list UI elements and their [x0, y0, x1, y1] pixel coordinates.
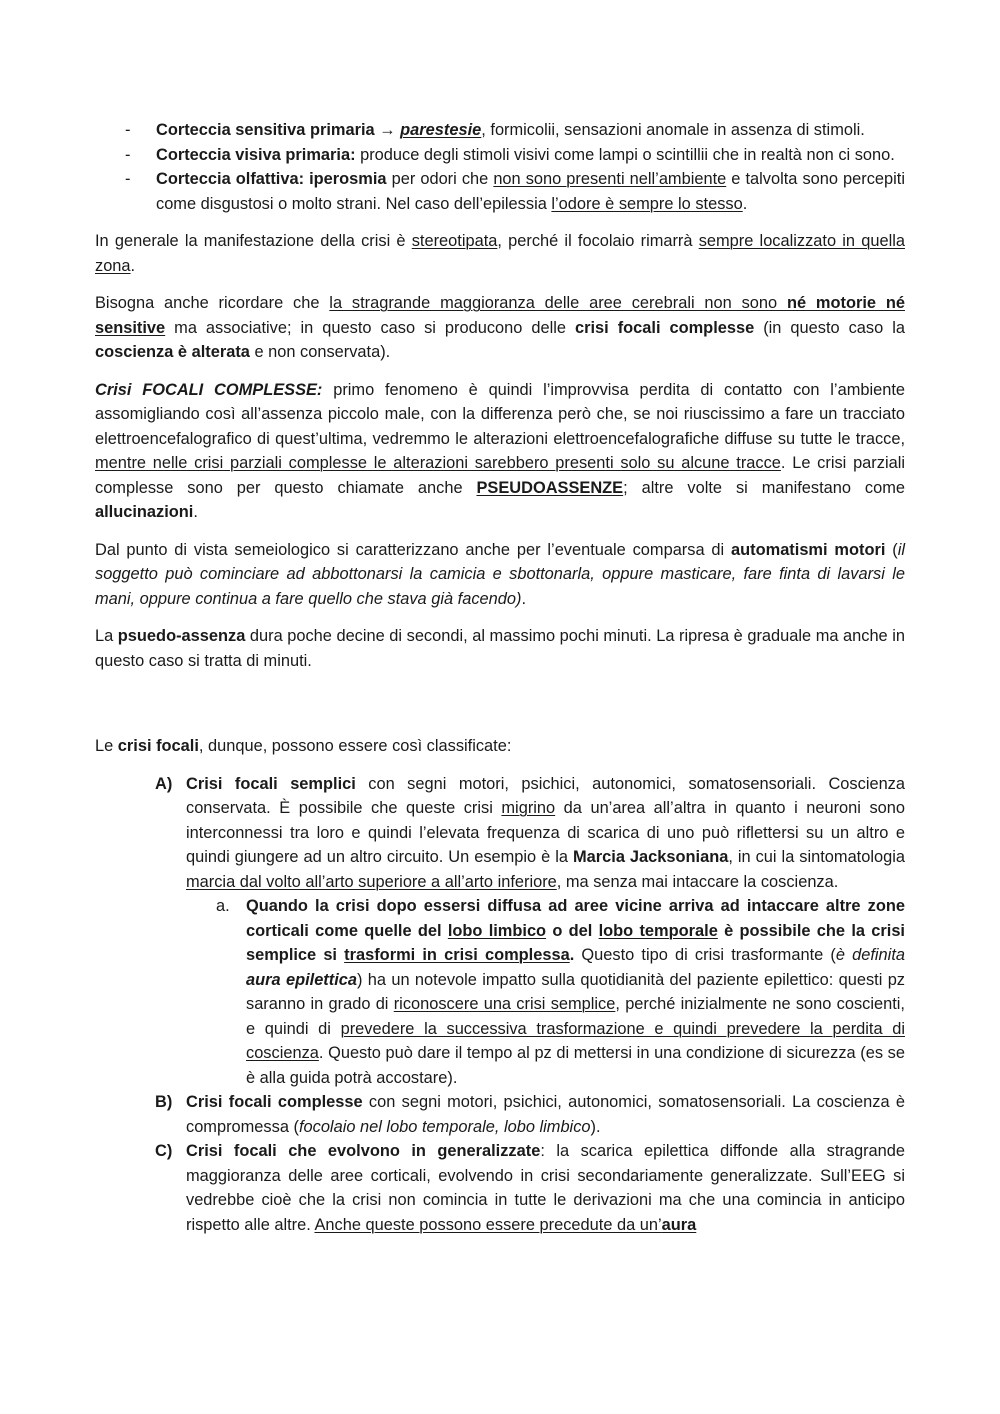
- list-marker: C): [155, 1142, 173, 1160]
- paragraph-aree-associative: Bisogna anche ricordare che la stragrande maggioranza delle aree cerebrali non sono né motorie né sensitive ma associative; in questo caso si producono delle crisi focali complesse (in questo caso la coscienza è alterata e non conservata).: [95, 294, 905, 361]
- dash-bullet: -: [125, 170, 131, 188]
- sub-list-item: a. Quando la crisi dopo essersi diffusa ad aree vicine arriva ad intaccare altre zone corticali come quelle del lobo limbico o del lobo temporale è possibile che la crisi semplice si trasformi in crisi complessa. Questo tipo di crisi trasformante (è definita aura epilettica) ha un notevole impatto sulla quotidianità del paziente epilettico: questi pz saranno in grado di riconoscere una crisi semplice, perché inizialmente ne sono coscienti, e quindi di prevedere la successiva trasformazione e quindi prevedere la perdita di coscienza. Questo può dare il tempo al pz di mettersi in una condizione di sicurezza (es se è alla guida potrà accostare).: [186, 894, 905, 1090]
- arrow-icon: →: [379, 121, 396, 139]
- list-item-a: A) Crisi focali semplici con segni motori, psichici, autonomici, somatosensoriali. Coscienza conservata. È possibile che queste crisi migrino da un’area all’altra in quanto i neuroni sono interconnessi tra loro e quindi l’elevata frequenza di scarica di uno può riflettersi su un altro e quindi giungere ad un altro circuito. Un esempio è la Marcia Jacksoniana, in cui la sintomatologia marcia dal volto all’arto superiore a all’arto inferiore, ma senza mai intaccare la coscienza. a. Quando la crisi dopo essersi diffusa ad aree vicine arriva ad intaccare altre zone corticali come quelle del lobo limbico o del lobo temporale è possibile che la crisi semplice si trasformi in crisi complessa. Questo tipo di crisi trasformante (è definita aura epilettica) ha un notevole impatto sulla quotidianità del paziente epilettico: questi pz saranno in grado di riconoscere una crisi semplice, perché inizialmente ne sono coscienti, e quindi di prevedere la successiva trasformazione e quindi prevedere la perdita di coscienza. Questo può dare il tempo al pz di mettersi in una condizione di sicurezza (es se è alla guida potrà accostare).: [95, 772, 905, 1091]
- list-marker: B): [155, 1093, 173, 1111]
- page-content: [95, 118, 905, 1237]
- classification-list: [95, 772, 905, 1238]
- spacer: [95, 686, 905, 734]
- paragraph-stereotipata: In generale la manifestazione della crisi è stereotipata, perché il focolaio rimarrà sempre localizzato in quella zona.: [95, 232, 905, 275]
- paragraph-classificazione: Le crisi focali, dunque, possono essere così classificate:: [95, 737, 512, 755]
- list-item: - Corteccia visiva primaria: produce degli stimoli visivi come lampi o scintillii che in realtà non ci sono.: [95, 143, 905, 168]
- list-marker: A): [155, 774, 173, 793]
- list-item: - Corteccia olfattiva: iperosmia per odori che non sono presenti nell’ambiente e talvolta sono percepiti come disgustosi o molto strani. Nel caso dell’epilessia l’odore è sempre lo stesso.: [95, 167, 905, 216]
- sub-list: [186, 894, 905, 1090]
- list-item-c: C) Crisi focali che evolvono in generalizzate: la scarica epilettica diffonde alla stragrande maggioranza delle aree corticali, evolvendo in crisi secondariamente generalizzate. Sull’EEG si vedrebbe cioè che la crisi non comincia in tutte le derivazioni ma che una comincia in anticipo rispetto alle altre. Anche queste possono essere precedute da un’aura: [95, 1139, 905, 1237]
- paragraph-crisi-focali-complesse: Crisi FOCALI COMPLESSE: primo fenomeno è quindi l’improvvisa perdita di contatto con l’ambiente assomigliando così all’assenza piccolo male, con la differenza però che, se noi riuscissimo a fare un tracciato elettroencefalografico di quest’ultima, vedremmo le alterazioni elettroencefalografiche diffuse su tutte le tracce, mentre nelle crisi parziali complesse le alterazioni sarebbero presenti solo su alcune tracce. Le crisi parziali complesse sono per questo chiamate anche PSEUDOASSENZE; altre volte si manifestano come allucinazioni.: [95, 380, 906, 521]
- dash-bullet: -: [125, 121, 131, 139]
- list-item: - Corteccia sensitiva primaria → parestesie, formicolii, sensazioni anomale in assenza di stimoli.: [95, 118, 905, 143]
- list-item-b: B) Crisi focali complesse con segni motori, psichici, autonomici, somatosensoriali. La coscienza è compromessa (focolaio nel lobo temporale, lobo limbico).: [95, 1090, 905, 1139]
- paragraph-automatismi: Dal punto di vista semeiologico si caratterizzano anche per l’eventuale comparsa di automatismi motori (il soggetto può cominciare ad abbottonarsi la camicia e sbottonarla, oppure masticare, fare finta di lavarsi le mani, oppure continua a fare quello che stava già facendo).: [95, 540, 905, 608]
- list-marker: a.: [216, 897, 230, 915]
- dash-bullet: -: [125, 145, 131, 164]
- paragraph-pseudo-assenza: La psuedo-assenza dura poche decine di secondi, al massimo pochi minuti. La ripresa è graduale ma anche in questo caso si tratta di minuti.: [95, 627, 905, 670]
- cortex-list: [95, 118, 905, 216]
